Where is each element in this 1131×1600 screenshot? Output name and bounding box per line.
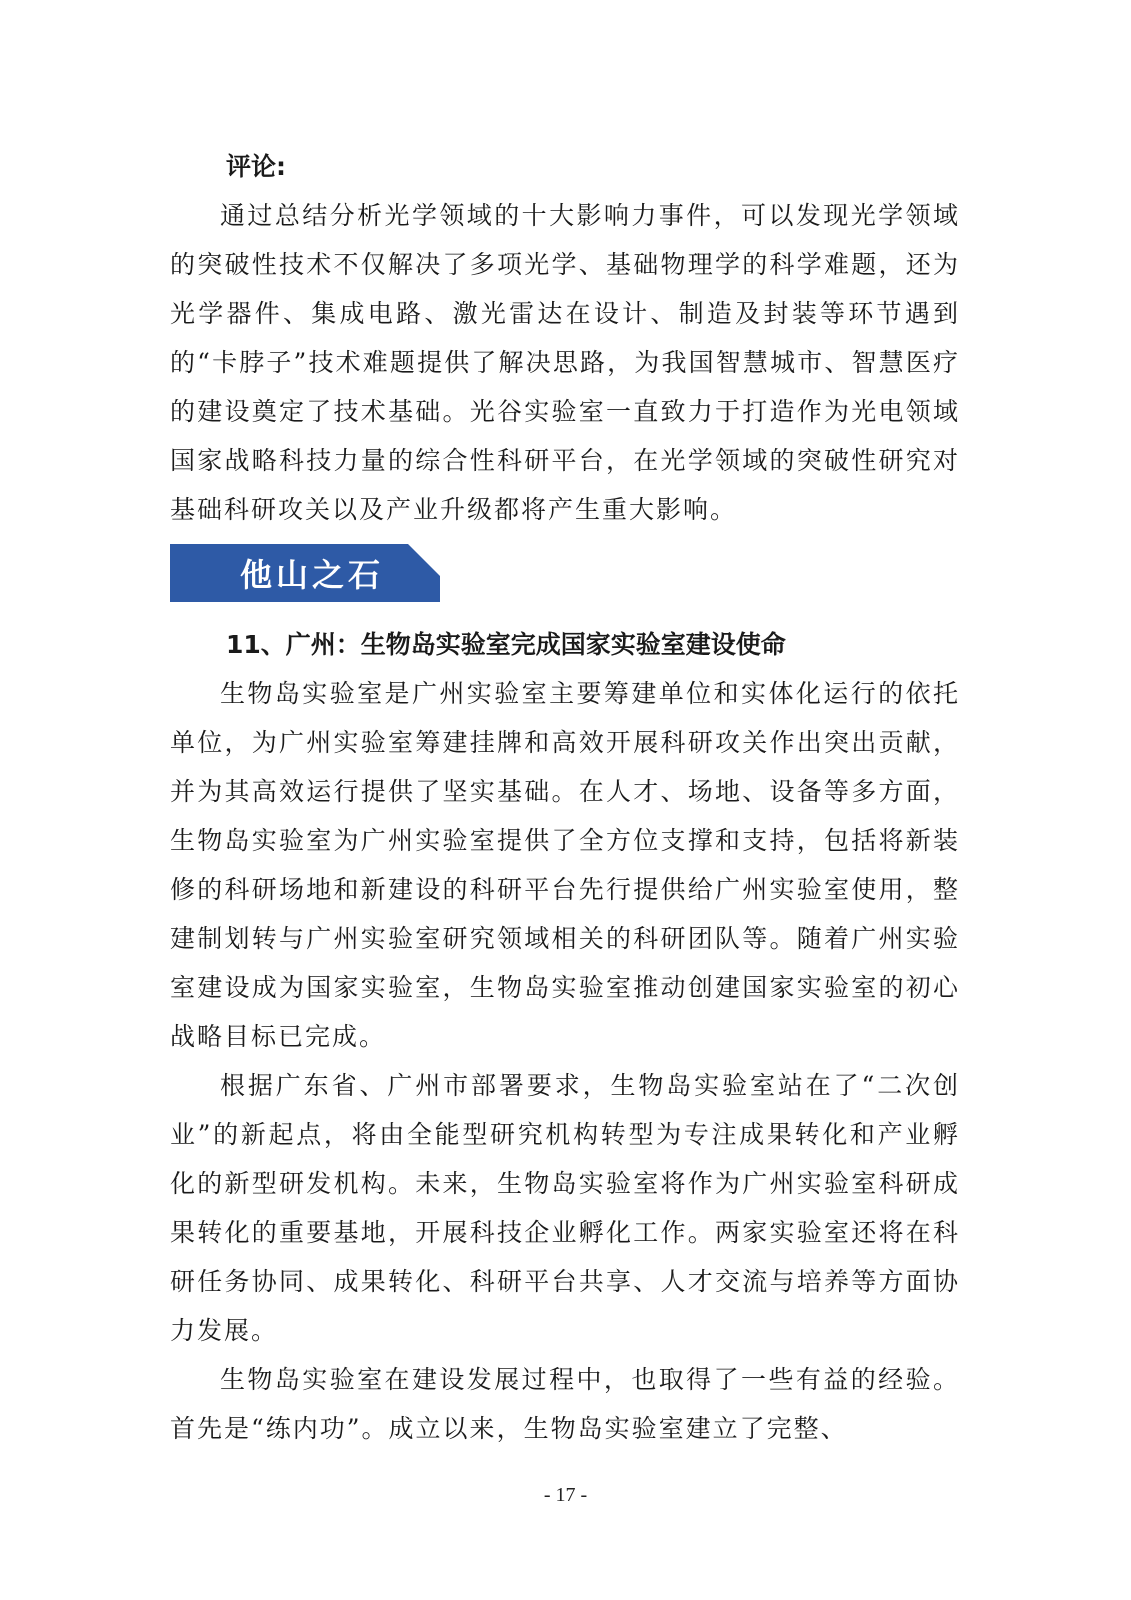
banner-label: 他山之石 <box>240 556 385 594</box>
comment-heading: 评论: <box>226 152 286 181</box>
section-paragraph: 根据广东省、广州市部署要求，生物岛实验室站在了“二次创业”的新起点，将由全能型研究机构转型为专注成果转化和产业孵化的新型研发机构。未来，生物岛实验室将作为广州实验室科研成果转化的重要基地，开展科技企业孵化工作。两家实验室还将在科研任务协同、成果转化、科研平台共享、人才交流与培养等方面协力发展。 <box>170 1071 960 1345</box>
section-title: 11、广州：生物岛实验室完成国家实验室建设使命 <box>226 630 786 659</box>
page-number: - 17 - <box>543 1484 588 1506</box>
comment-paragraph: 通过总结分析光学领域的十大影响力事件，可以发现光学领域的突破性技术不仅解决了多项光学、基础物理学的科学难题，还为光学器件、集成电路、激光雷达在设计、制造及封装等环节遇到的“卡脖子”技术难题提供了解决思路，为我国智慧城市、智慧医疗的建设奠定了技术基础。光谷实验室一直致力于打造作为光电领域国家战略科技力量的综合性科研平台，在光学领域的突破性研究对基础科研攻关以及产业升级都将产生重大影响。 <box>170 201 960 524</box>
section-paragraph: 生物岛实验室是广州实验室主要筹建单位和实体化运行的依托单位，为广州实验室筹建挂牌和高效开展科研攻关作出突出贡献，并为其高效运行提供了坚实基础。在人才、场地、设备等多方面，生物岛实验室为广州实验室提供了全方位支撑和支持，包括将新装修的科研场地和新建设的科研平台先行提供给广州实验室使用，整建制划转与广州实验室研究领域相关的科研团队等。随着广州实验室建设成为国家实验室，生物岛实验室推动创建国家实验室的初心战略目标已完成。 <box>170 679 960 1051</box>
section-paragraph: 生物岛实验室在建设发展过程中，也取得了一些有益的经验。首先是“练内功”。成立以来，生物岛实验室建立了完整、 <box>170 1365 960 1443</box>
section-banner <box>170 544 448 606</box>
page-content <box>170 142 960 1453</box>
